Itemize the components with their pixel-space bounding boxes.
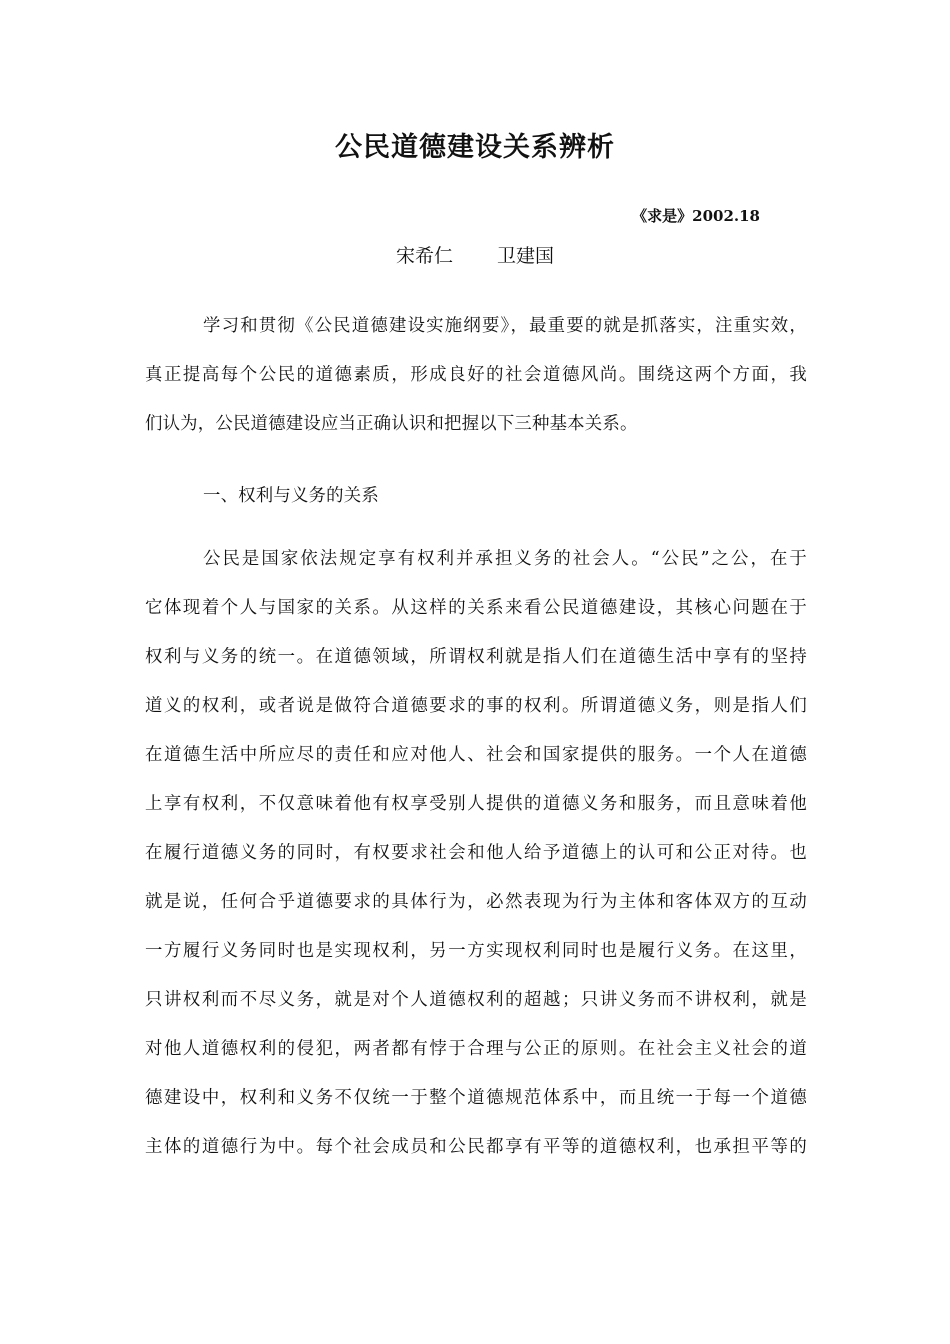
intro-paragraph [145,302,807,449]
paragraph-line: 在履行道德义务的同时，有权要求社会和他人给予道德上的认可和公正对待。也 [145,843,807,863]
paragraph-line: 道义的权利，或者说是做符合道德要求的事的权利。所谓道德义务，则是指人们 [145,696,807,716]
section-heading [145,472,807,521]
author-name: 卫建国 [497,245,555,267]
paragraph-line: 它体现着个人与国家的关系。从这样的关系来看公民道德建设，其核心问题在于 [145,598,807,618]
source-citation: 《求是》2002.18 [632,207,760,225]
section-heading-text: 一、权利与义务的关系 [203,486,379,506]
paragraph-line: 主体的道德行为中。每个社会成员和公民都享有平等的道德权利，也承担平等的 [145,1137,807,1157]
paragraph-line: 一方履行义务同时也是实现权利，另一方实现权利同时也是履行义务。在这里， [145,941,807,961]
paragraph-line: 就是说，任何合乎道德要求的具体行为，必然表现为行为主体和客体双方的互动 [145,892,807,912]
paragraph-line: 公民是国家依法规定享有权利并承担义务的社会人。“公民”之公，在于 [203,549,807,569]
paragraph-line: 德建设中，权利和义务不仅统一于整个道德规范体系中，而且统一于每一个道德 [145,1088,807,1108]
paragraph-line: 只讲权利而不尽义务，就是对个人道德权利的超越；只讲义务而不讲权利，就是 [145,990,807,1010]
paragraph-line: 权利与义务的统一。在道德领域，所谓权利就是指人们在道德生活中享有的坚持 [145,647,807,667]
paragraph-line: 上享有权利，不仅意味着他有权享受别人提供的道德义务和服务，而且意味着他 [145,794,807,814]
paragraph-line: 们认为，公民道德建设应当正确认识和把握以下三种基本关系。 [145,414,638,434]
paragraph-line: 真正提高每个公民的道德素质，形成良好的社会道德风尚。围绕这两个方面，我 [145,365,807,385]
paragraph-line: 对他人道德权利的侵犯，两者都有悖于合理与公正的原则。在社会主义社会的道 [145,1039,807,1059]
author-line [0,240,950,272]
paragraph-line: 在道德生活中所应尽的责任和应对他人、社会和国家提供的服务。一个人在道德 [145,745,807,765]
document-title: 公民道德建设关系辨析 [335,132,615,163]
paragraph-line: 学习和贯彻《公民道德建设实施纲要》，最重要的就是抓落实，注重实效， [203,316,807,336]
author-name: 宋希仁 [395,245,453,267]
section-paragraph [145,535,807,1172]
